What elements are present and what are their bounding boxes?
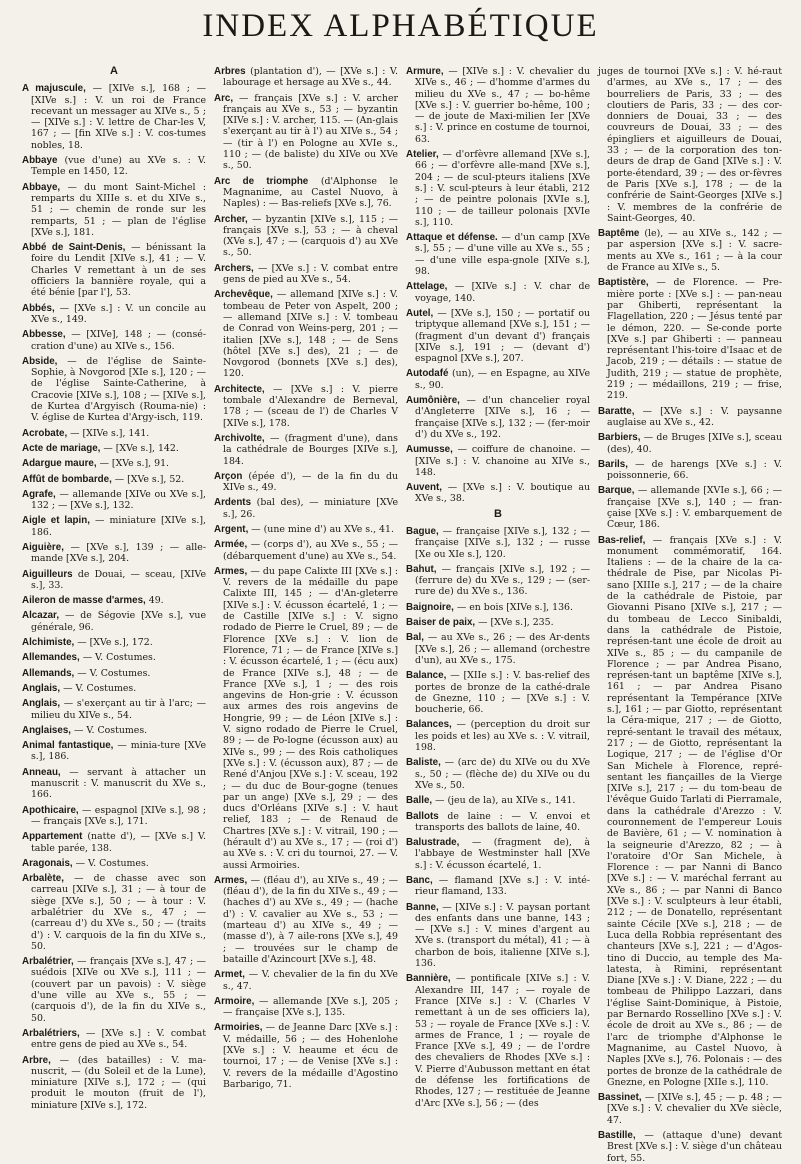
entry-headword: Archers, <box>214 262 254 274</box>
entry-body: — de Florence. — Pre-mière porte : [XVe s.] : — pan-neau par Ghiberti, représentant la Flagellation, 220 ; — Jésus tenté par le démon, 220. — Se-conde porte [XVe s.] par Ghiberti : — panneau représentant l'his-toire d'Isaac et de Jacob, 219 ; — détails : — statue de Judith, 219 ; — statue de prophète, 219 ; — médaillons, 219 ; — frise, 219. <box>607 277 783 402</box>
entry-headword: Aileron de masse d'armes, <box>22 595 146 607</box>
entry-headword: Attelage, <box>406 281 448 293</box>
entry-headword: Acte de mariage, <box>22 442 101 454</box>
index-entry <box>406 444 590 478</box>
index-entry <box>214 214 398 259</box>
index-column-4 <box>598 66 783 1164</box>
entry-headword: Balle, <box>406 795 433 807</box>
entry-headword: Armée, <box>214 539 248 551</box>
entry-body: — français [XVe s.] : V. archer français au XVe s., 53 ; — byzantin [XIVe s.] : V. archer, 115. — (An-glais s'exerçant au tir à l') au XIVe s., 54 ; — (tir à l') en Pologne au XVIe s., 110 ; — (de baliste) du XIVe ou XVe s., 50. <box>223 92 398 172</box>
entry-body: (bal des), — miniature [XVe s.], 26. <box>223 497 398 520</box>
entry-headword: Baratte, <box>598 405 635 417</box>
index-entry <box>22 831 206 854</box>
index-entry <box>406 526 590 560</box>
entry-body: (le), — au XIVe s., 142 ; — par aspersion [XVe s.] : V. sacre-ments au XVe s., 161 ; — à la cour de France au XIVe s., 5. <box>607 228 782 274</box>
index-column-1 <box>22 65 207 1111</box>
entry-headword: Baiser de paix, <box>406 617 476 629</box>
entry-headword: Baptistère, <box>598 277 649 289</box>
entry-headword: Aiguière, <box>22 541 64 553</box>
entry-body: — miniature [XIVe s.], 186. <box>31 515 206 538</box>
entry-body: — d'un camp [XVe s.], 55 ; — d'une ville au XVe s., 55 ; — d'une ville espa-gnole [XIVe s.], 98. <box>415 232 590 278</box>
entry-body: — [XVe s.] : V. boutique au XVe s., 38. <box>415 482 590 505</box>
entry-body: (vue d'une) au XVe s. : V. Temple en 1450, 12. <box>31 155 206 178</box>
index-entry <box>214 996 398 1019</box>
index-entry <box>598 535 782 1089</box>
entry-body: — (fragment de), à l'abbaye de Westminster hall [XVe s.] : V. écusson écartelé, 1. <box>415 837 590 871</box>
entry-body: — [XVe s.], 91. <box>99 458 170 470</box>
index-entry <box>598 406 782 429</box>
index-entry <box>406 368 590 391</box>
entry-headword: Arbalète, <box>22 873 64 885</box>
index-entry <box>214 1022 398 1090</box>
entry-body: — en bois [XIVe s.], 136. <box>456 601 574 613</box>
index-entry <box>598 277 782 401</box>
index-entry <box>22 356 206 424</box>
entry-headword: Autodafé <box>406 368 449 380</box>
entry-body: — de Ségovie [XVe s.], vue générale, 96. <box>31 610 206 633</box>
entry-headword: Armet, <box>214 969 246 981</box>
entry-headword: Arbalétriers, <box>22 1027 80 1039</box>
entry-headword: Barils, <box>598 458 628 470</box>
entry-headword: Anneau, <box>22 766 61 778</box>
entry-body: — (des batailles) : V. ma-nuscrit, — (du Soleil et de la Lune), miniature [XIVe s.], 172 ; — (qui produit le mouton (fruit de l'), miniature [XIVe s.], 172. <box>31 1054 206 1111</box>
entry-headword: Adargue maure, <box>22 458 97 470</box>
index-entry <box>22 805 206 828</box>
entry-headword: Anglais, <box>22 698 61 710</box>
index-entry <box>406 602 590 613</box>
entry-body: — d'orfèvre allemand [XVe s.], 66 ; — d'orfèvre alle-mand [XVe s.], 204 ; — de scul-pteurs italiens [XVe s.] : V. scul-pteurs à leur établi, 212 ; — de peintre polonais [XVIe s.], 110 ; — de tailleur polonais [XVIe s.], 110. <box>415 149 590 228</box>
entry-body: — de chasse avec son carreau [XIVe s.], 31 ; — à tour de siège [XVe s.], 50 ; — à tour : V. arbalétrier du XVe s., 47 ; — (carreau d') du XVe s., 50 ; — (traits d') : V. carquois de la fin du XIVe s., 50. <box>31 873 206 952</box>
entry-headword: Archivolte, <box>214 432 265 444</box>
index-entry <box>22 637 206 648</box>
index-entry <box>214 875 398 965</box>
entry-body: — V. chevalier de la fin du XVe s., 47. <box>223 969 398 992</box>
index-columns <box>22 65 784 1164</box>
index-entry <box>406 632 590 666</box>
entry-headword: Baptême <box>598 228 640 240</box>
entry-headword: Arc de triomphe <box>214 175 309 187</box>
entry-body: — (corps d'), au XVe s., 55 ; — (débarquement d'une) au XVe s., 54. <box>223 539 398 562</box>
index-entry <box>406 719 590 753</box>
entry-headword: Armes, <box>214 565 248 577</box>
index-entry <box>214 566 398 871</box>
page-title: INDEX ALPHABÉTIQUE <box>202 8 599 44</box>
entry-headword: Aiguilleurs <box>22 568 73 580</box>
entry-headword: Abbesse, <box>22 329 66 341</box>
entry-body: — [XVe s.] : V. combat entre gens de pied au XVe s., 54. <box>223 262 398 286</box>
entry-body: — pontificale [XIVe s.] : V. Alexandre III, 147 ; — royale de France [XIVe s.] : V. (Charles V remettant à un de ses officiers la), 53 ; — royale de France [XVe s.] : V. armes de France, 1 ; — royale de France [XVe s.], 49 ; — de l'ordre des chevaliers de Rhodes [XVe s.] : V. Pierre d'Aubusson mettant en état de défense les fortifications de Rhodes, 127 ; — restituée de Jeanne d'Arc [XVe s.], 56 ; — (des <box>415 973 590 1109</box>
index-entry <box>214 384 398 429</box>
entry-headword: Aragonais, <box>22 857 73 869</box>
index-entry <box>22 595 206 606</box>
entry-body: (natte d'), — [XVe s.] V. table parée, 138. <box>31 831 206 854</box>
entry-body: — [XIIe s.] : V. bas-relief des portes de bronze de la cathé-drale de Gnezne, 110 ; — [XVe s.] : V. boucherie, 66. <box>415 670 590 716</box>
entry-headword: Auvent, <box>406 482 442 494</box>
index-entry <box>406 232 590 277</box>
entry-headword: Bas-relief, <box>598 534 646 546</box>
entry-headword: Armure, <box>406 66 444 77</box>
entry-headword: Barbiers, <box>598 432 641 444</box>
entry-body: — [XIVe s.] : V. char de voyage, 140. <box>415 281 590 304</box>
index-entry <box>22 428 206 439</box>
entry-body: — d'un chancelier royal d'Angleterre [XIVe s.], 16 ; — française [XIVe s.], 132 ; — (fer-moir d') du XVe s., 192. <box>415 395 590 440</box>
entry-body: — [XIVe], 148 ; — (consé-cration d'une) au XIVe s., 156. <box>31 329 206 352</box>
entry-headword: Armoiries, <box>214 1022 263 1034</box>
entry-body: — [XVe s.], 52. <box>114 473 185 485</box>
entry-headword: Bague, <box>406 525 439 537</box>
entry-body: — [XIVe s.], 45 ; — p. 48 ; — [XVe s.] : V. chevalier du XVe siècle, 47. <box>607 1092 782 1126</box>
entry-headword: Arc, <box>214 92 234 104</box>
entry-body: juges de tournoi [XVe s.] : V. hé-raut d'armes, au XVe s., 17 ; — des bourreliers de Paris, 33 ; — des cloutiers de Paris, 33 ; — des cor-donniers de Douai, 33 ; — des couvreurs de Douai, 33 ; — des épingliers et aiguilleurs de Douai, 33 ; — de la corporation des ton-deurs de drap de Gand [XIVe s.] : V. porte-étendard, 39 ; — des or-fèvres de Paris [XVe s.], 178 ; — de la confrérie de Saint-Georges [XIVe s.] : V. membres de la confrérie de Saint-Georges, 40. <box>598 66 782 224</box>
entry-headword: Anglaises, <box>22 724 72 736</box>
index-entry <box>22 303 206 326</box>
entry-headword: Bal, <box>406 632 424 644</box>
entry-body: — [XIVe s.], 141. <box>70 427 150 439</box>
index-column-2 <box>214 66 399 1090</box>
entry-body: — [XVe s.], 150 ; — portatif ou triptyque allemand [XVe s.], 151 ; — (fragment d'un devant d') français [XIVe s.], 191 ; — (devant d') espagnol [XVe s.], 207. <box>415 307 590 365</box>
entry-body: — du pape Calixte III [XVe s.] : V. revers de la médaille du pape Calixte III, 145 ; — d'An-gleterre [XIVe s.] : V. écusson écartelé, 1 ; — de Castille [XIVe s.] : V. signo rodado de Pierre le Cruel, 89 ; — de Florence [XVe s.] : V. lion de Florence, 71 ; — de France [XIVe s.] : V. écusson écartelé, 1 ; — (écu aux) de France [XIVe s.], 48 ; — de France [XVe s.], 1 ; — des rois angevins de Hon-grie : V. écusson aux armes des rois angevins de Hongrie, 99 ; — de Léon [XIVe s.] : V. signo rodado de Pierre le Cruel, 89 ; — de Po-logne (écusson aux) au XIVe s., 99 ; — des Rois catholiques [XVe s.] : V. (écusson aux), 87 ; — de René d'Anjou [XVe s.] : V. sceau, 192 ; — du duc de Bour-gogne (tenues par un ange) [XVe s.], 29 ; — des ducs d'Orléans [XIVe s.] : V. haut relief, 183 ; — de Renaud de Chartres [XVe s.] : V. vitrail, 190 ; — (hérault d') au XVe s., 17 ; — (roi d') au XVe s. : V. cri du tournoi, 27. — V. aussi Armoiries. <box>223 565 398 871</box>
index-entry <box>406 66 590 145</box>
entry-headword: Barque, <box>598 485 635 497</box>
entry-headword: Atelier, <box>406 149 439 161</box>
index-entry <box>22 683 206 694</box>
entry-body: — (fléau d'), au XIVe s., 49 ; — (fléau d'), de la fin du XIVe s., 49 ; — (haches d') au XVe s., 49 ; — (hache d') : V. cavalier au XVe s., 53 ; — (marteau d') au XIVe s., 49 ; — (masse d'), à 7 aile-rons [XVe s.], 49 ; — trouvées sur le champ de bataille d'Azincourt [XVe s.], 48. <box>223 874 399 965</box>
index-entry <box>22 956 206 1024</box>
entry-headword: Banc, <box>406 875 433 886</box>
entry-body: — français [XVe s.] : V. monument commémoratif, 164. Italiens : — de la chaire de la ca-thédrale de Pise, par Nicolas Pi-sano [XIIIe s.], 217 ; — de la chaire de la cathédrale de Pistoie, par Giovanni Pisano [XIVe s.], 217 ; — du tombeau de Lecco Sinibaldi, dans la cathédrale de Pistoie, représen-tant une école de droit au XIVe s., 85 ; — du campanile de Florence ; — par Andrea Pisano, représen-tant un baptême [XIVe s.], 161 ; — par Andrea Pisano représentant la Tempérance [XIVe s.], 161 ; — par Giotto, représentant la Céra-mique, 217 ; — de Giotto, repré-sentant le travail des métaux, 217 ; — de Giotto, représentant la Logique, 217 ; — de l'église d'Or San Michele à Florence, repré-sentant les fiançailles de la Vierge [XIVe s.], 217 ; — du tom-beau de l'évêque Guido Tarlati di Pierramale, dans la cathédrale d'Arezzo : V. couronnement de l'empereur Louis de Bavière, 61 ; — V. nomination à la seigneurie d'Arezzo, 82 ; — à l'oratoire d'Or San Michele, à Florence : — par Nanni di Banco [XVe s.] : — V. maréchal ferrant au XVe s., 86 ; — par Nanni di Banco [XVe s.] : V. sculpteurs à leur établi, 212 ; — de Donatello, représentant sainte Cécile [XVe s.], 218 ; — de Luca della Robbia représentant des chanteurs [XVe s.], 221 ; — d'Agos-tino di Duccio, au temple des Ma-latesta, à Rimini, représentant Diane [XVe s.] : V. Diane, 222 ; — du tombeau de Philippo Lazzari, dans l'église Saint-Dominique, à Pistoie, par Bernardo Rossellino [XVe s.] : V. école de droit au XVe s., 86 ; — de l'arc de triomphe d'Alphonse le Magnanime, au Castel Nuovo, à Naples [XVe s.], 76. Polonais : — des portes de bronze de la cathédrale de Gnezne, en Pologne [XIIe s.], 110. <box>607 534 783 1088</box>
entry-body: — (une mine d') au XVe s., 41. <box>251 523 394 535</box>
entry-headword: Acrobate, <box>22 427 68 439</box>
entry-body: — allemande [XVIe s.], 66 ; — française [XVe s.], 140 ; — fran-çaise [XVe s.] : V. embarquement de Cœur, 186. <box>607 485 782 531</box>
entry-headword: Abbés, <box>22 302 55 314</box>
entry-body: — bénissant la foire du Lendit [XIVe s.], 41 ; — V. Charles V remettant à un de ses officiers la bannière royale, qui a été bénie [par l'], 53. <box>31 242 207 299</box>
entry-body: — allemande [XIVe ou XVe s.], 132 ; — [XVe s.], 132. <box>31 488 206 512</box>
entry-body: — s'exerçant au tir à l'arc; — milieu du XIVe s., 54. <box>31 698 206 721</box>
entry-body: — [XIVe s.] : V. paysan portant des enfants dans une banne, 143 ; — [XVe s.] : V. mines d'argent au XVe s. (transport du métal), 41 ; — à charbon de bois, italienne [XIVe s.], 136. <box>415 901 590 970</box>
index-column-3 <box>406 66 591 1109</box>
index-entry <box>406 564 590 598</box>
index-entry <box>22 474 206 485</box>
index-entry <box>406 973 590 1109</box>
index-entry <box>22 698 206 721</box>
index-entry <box>214 471 398 494</box>
index-entry <box>406 670 590 715</box>
entry-body: — de harengs [XVe s.] : V. poissonnerie, 66. <box>607 458 782 482</box>
index-entry <box>598 1092 782 1126</box>
entry-body: — [XVe s.], 142. <box>103 442 179 454</box>
entry-headword: A majuscule, <box>22 83 86 95</box>
entry-body: — flamand [XVe s.] : V. inté-rieur flamand, 133. <box>415 875 591 898</box>
index-entry <box>22 242 206 298</box>
entry-body: — V. Costumes. <box>82 652 156 664</box>
index-entry <box>22 1028 206 1051</box>
index-entry <box>406 875 590 898</box>
entry-headword: Autel, <box>406 307 434 319</box>
index-entry <box>406 482 590 505</box>
entry-headword: Architecte, <box>214 383 265 395</box>
entry-body: — [XVe s.] : V. paysanne auglaise au XVe s., 42. <box>607 405 782 428</box>
entry-body: (plantation d'), — [XVe s.] : V. labourage et hersage au XVe s., 44. <box>223 66 398 89</box>
entry-headword: Armoire, <box>214 995 255 1007</box>
entry-body: — [XVe s.], 139 ; — alle-mande [XVe s.], 204. <box>31 541 207 565</box>
index-entry <box>22 858 206 869</box>
entry-headword: Abbaye, <box>22 181 61 193</box>
index-entry <box>406 149 590 228</box>
index-entry <box>22 182 206 238</box>
entry-body: — français [XVe s.], 47 ; — suédois [XIVe ou XVe s.], 111 ; — (couvert par un pavois) : V. siège d'une ville au XVe s., 55 ; — (carquois d'), de la fin du XIVe s., 50. <box>31 956 206 1024</box>
index-entry <box>406 617 590 628</box>
index-entry <box>214 433 398 467</box>
entry-body: — (arc de) du XIVe ou du XVe s., 50 ; — (flèche de) du XIVe ou du XVe s., 50. <box>415 757 590 791</box>
entry-body: — (perception du droit sur les poids et les) au XVe s. : V. vitrail, 198. <box>415 719 590 754</box>
index-entry <box>22 515 206 538</box>
section-letter: A <box>110 65 118 77</box>
index-entry <box>22 155 206 178</box>
entry-headword: Apothicaire, <box>22 804 79 816</box>
entry-headword: Aumusse, <box>406 444 453 456</box>
entry-headword: Abbaye <box>22 155 58 167</box>
entry-body: de Douai, — sceau, [XIVe s.], 33. <box>31 568 207 591</box>
index-entry <box>22 443 206 454</box>
index-entry <box>406 902 590 970</box>
index-entry <box>22 767 206 801</box>
entry-headword: Anglais, <box>22 682 61 694</box>
index-entry <box>598 66 782 224</box>
index-entry <box>22 569 206 592</box>
entry-body: — de Bruges [XIVe s.], sceau (des), 40. <box>607 432 782 455</box>
entry-body: 49. <box>148 595 164 607</box>
index-entry <box>406 757 590 791</box>
index-entry <box>214 176 398 210</box>
entry-headword: Agrafe, <box>22 488 56 500</box>
index-entry <box>598 432 782 455</box>
entry-body: — minia-ture [XVe s.], 186. <box>31 740 206 763</box>
section-letter: B <box>494 507 502 520</box>
entry-body: — (fragment d'une), dans la cathédrale de Bourges [XIVe s.], 184. <box>223 432 398 467</box>
index-entry <box>406 811 590 834</box>
index-entry <box>22 458 206 469</box>
entry-headword: Balance, <box>406 670 447 682</box>
index-entry <box>598 228 782 273</box>
index-entry <box>22 542 206 565</box>
entry-body: — au XVe s., 26 ; — des Ar-dents [XVe s.], 26 ; — allemand (orchestre d'un), au XVe s., 175. <box>415 632 590 666</box>
entry-headword: Attaque et défense. <box>406 232 498 244</box>
entry-body: — de l'église de Sainte-Sophie, à Novgorod [XIe s.], 120 ; — de l'église Sainte-Catherine, à Cracovie [XIVe s.], 108 ; — [XIVe s.], de Kurtea d'Argyisch (Rouma-nie) : V. église de Kurtea d'Argy-isch, 119. <box>31 355 206 424</box>
entry-headword: Balances, <box>406 719 452 731</box>
entry-body: (d'Alphonse le Magnanime, au Castel Nuovo, à Naples) : — Bas-reliefs [XVe s.], 76. <box>223 175 398 210</box>
entry-headword: Argent, <box>214 523 249 535</box>
entry-body: — V. Costumes. <box>77 667 151 679</box>
entry-body: — français [XIVe s.], 192 ; — (ferrure de) du XVe s., 129 ; — (ser-rure de) du XVe s., 136. <box>415 563 590 598</box>
entry-body: — [XVe s.] : V. pierre tombale d'Alexandre de Berneval, 178 ; — (sceau de l') de Charles V [XIVe s.], 178. <box>223 383 398 429</box>
index-entry <box>22 668 206 679</box>
entry-body: — [XVe s.] : V. combat entre gens de pied au XVe s., 54. <box>31 1027 206 1051</box>
entry-headword: Arbres <box>214 66 246 77</box>
entry-body: — byzantin [XIVe s.], 115 ; — français [XVe s.], 53 ; — à cheval (XVe s.], 47 ; — (carquois d') au XVe s., 50. <box>223 213 398 259</box>
entry-body: — V. Costumes. <box>74 724 148 736</box>
index-entry <box>406 837 590 871</box>
entry-body: (épée d'), — de la fin du du XIVe s., 49. <box>223 470 399 494</box>
entry-headword: Affût de bombarde, <box>22 473 112 485</box>
index-entry <box>406 795 590 806</box>
entry-body: — espagnol [XIVe s.], 98 ; — français [XVe s.], 171. <box>31 804 207 827</box>
entry-body: — coiffure de chanoine. — [XIVe s.] : V. chanoine au XIVe s., 148. <box>415 444 590 478</box>
index-entry <box>214 66 398 89</box>
entry-body: — V. Costumes. <box>63 682 137 694</box>
entry-body: — V. Costumes. <box>75 857 149 869</box>
index-entry <box>22 329 206 352</box>
entry-headword: Bannière, <box>406 973 451 985</box>
entry-headword: Abside, <box>22 355 58 367</box>
entry-body: — servant à attacher un manuscrit : V. manuscrit du XVe s., 166. <box>31 766 206 801</box>
index-entry <box>214 289 398 379</box>
entry-headword: Allemandes, <box>22 652 80 664</box>
entry-headword: Baliste, <box>406 757 441 769</box>
entry-headword: Alcazar, <box>22 610 60 622</box>
index-entry <box>22 652 206 663</box>
entry-headword: Archevêque, <box>214 289 273 301</box>
entry-body: — française [XIVe s.], 132 ; — française [XIVe s.], 132 ; — russe [Xe ou XIe s.], 120. <box>415 525 590 560</box>
entry-headword: Baignoire, <box>406 601 454 613</box>
entry-body: — de Jeanne Darc [XVe s.] : V. médaille, 56 ; — des Hohenlohe [XVe s.] : V. heaume et écu de tournoi, 17 ; — de Venise [XVe s.] : V. revers de la médaille d'Agostino Barbarigo, 71. <box>223 1022 398 1090</box>
entry-headword: Arbre, <box>22 1054 51 1066</box>
index-entry <box>598 1130 782 1164</box>
entry-headword: Archer, <box>214 213 248 225</box>
entry-headword: Aigle et lapin, <box>22 515 90 527</box>
index-entry <box>22 489 206 512</box>
entry-headword: Animal fantastique, <box>22 740 114 752</box>
index-entry <box>22 725 206 736</box>
entry-body: — (attaque d'une) devant Brest [XVe s.] : V. siège d'un château fort, 55. <box>607 1130 782 1164</box>
index-entry <box>598 459 782 482</box>
entry-headword: Bassinet, <box>598 1092 642 1104</box>
entry-headword: Ballots <box>406 810 439 822</box>
entry-headword: Balustrade, <box>406 837 460 849</box>
entry-body: — (jeu de la), au XIVe s., 141. <box>435 795 576 807</box>
entry-body: de laine : — V. envoi et transports des ballots de laine, 40. <box>415 810 590 833</box>
index-entry <box>22 610 206 633</box>
entry-body: — [XVe s.], 172. <box>77 637 153 649</box>
entry-body: — allemand [XIVe s.] : V. tombeau de Peter von Aspelt, 200 ; — allemand [XIVe s.] : V. tombeau de Conrad von Weins-perg, 201 ; — italien [XVe s.], 148 ; — de Sens (hôtel [XVe s.] des), 21 ; — de Novgorod (bonnets [XVe s.] des), 120. <box>223 289 398 380</box>
index-entry <box>214 497 398 520</box>
index-entry <box>214 263 398 286</box>
index-entry <box>406 281 590 304</box>
entry-headword: Aumônière, <box>406 395 460 407</box>
index-entry <box>214 539 398 562</box>
entry-headword: Arbalétrier, <box>22 956 74 968</box>
entry-headword: Abbé de Saint-Denis, <box>22 242 126 254</box>
entry-headword: Banne, <box>406 901 439 913</box>
entry-headword: Bastille, <box>598 1130 636 1142</box>
entry-headword: Arçon <box>214 470 243 482</box>
entry-headword: Allemands, <box>22 667 75 679</box>
entry-headword: Armes, <box>214 874 248 886</box>
entry-body: — allemande [XVe s.], 205 ; — française [XVe s.], 135. <box>223 995 399 1019</box>
index-entry <box>598 485 782 530</box>
entry-body: — [XVe s.] : V. un concile au XVe s., 149. <box>31 302 207 325</box>
entry-headword: Appartement <box>22 831 83 843</box>
index-entry <box>22 740 206 763</box>
entry-headword: Ardents <box>214 497 252 509</box>
entry-body: — [XVe s.], 235. <box>478 617 554 629</box>
entry-body: — [XIVe s.] : V. chevalier du XIVe s., 46 ; — d'homme d'armes du milieu du XVe s., 47 ; — bo-hême [XVe s.] : V. guerrier bo-hême, 100 ; — de joute de Maxi-milien Ier [XVe s.] : V. prince en costume de tournoi, 63. <box>415 66 590 145</box>
index-entry <box>406 308 590 364</box>
index-entry <box>22 873 206 952</box>
index-entry <box>214 524 398 535</box>
index-entry <box>214 969 398 992</box>
index-entry <box>406 395 590 440</box>
index-entry <box>22 83 206 151</box>
entry-headword: Bahut, <box>406 563 437 575</box>
entry-body: — [XIVe s.], 168 ; — [XIVe s.] : V. un roi de France recevant un messager au XIVe s., 5 ; — [XIVe s.] : V. lettre de Char-les V, 167 ; — [fin XIVe s.] : V. cos-tumes nobles, 18. <box>31 83 207 151</box>
index-entry <box>22 1055 206 1111</box>
index-entry <box>214 93 398 172</box>
entry-body: — du mont Saint-Michel : remparts du XIIIe s. et du XIVe s., 51 ; — chemin de ronde sur les remparts, 51 ; — plan de l'église [XVe s.], 181. <box>31 181 206 238</box>
entry-headword: Alchimiste, <box>22 637 75 649</box>
entry-body: (un), — en Espagne, au XIVe s., 90. <box>415 368 590 391</box>
